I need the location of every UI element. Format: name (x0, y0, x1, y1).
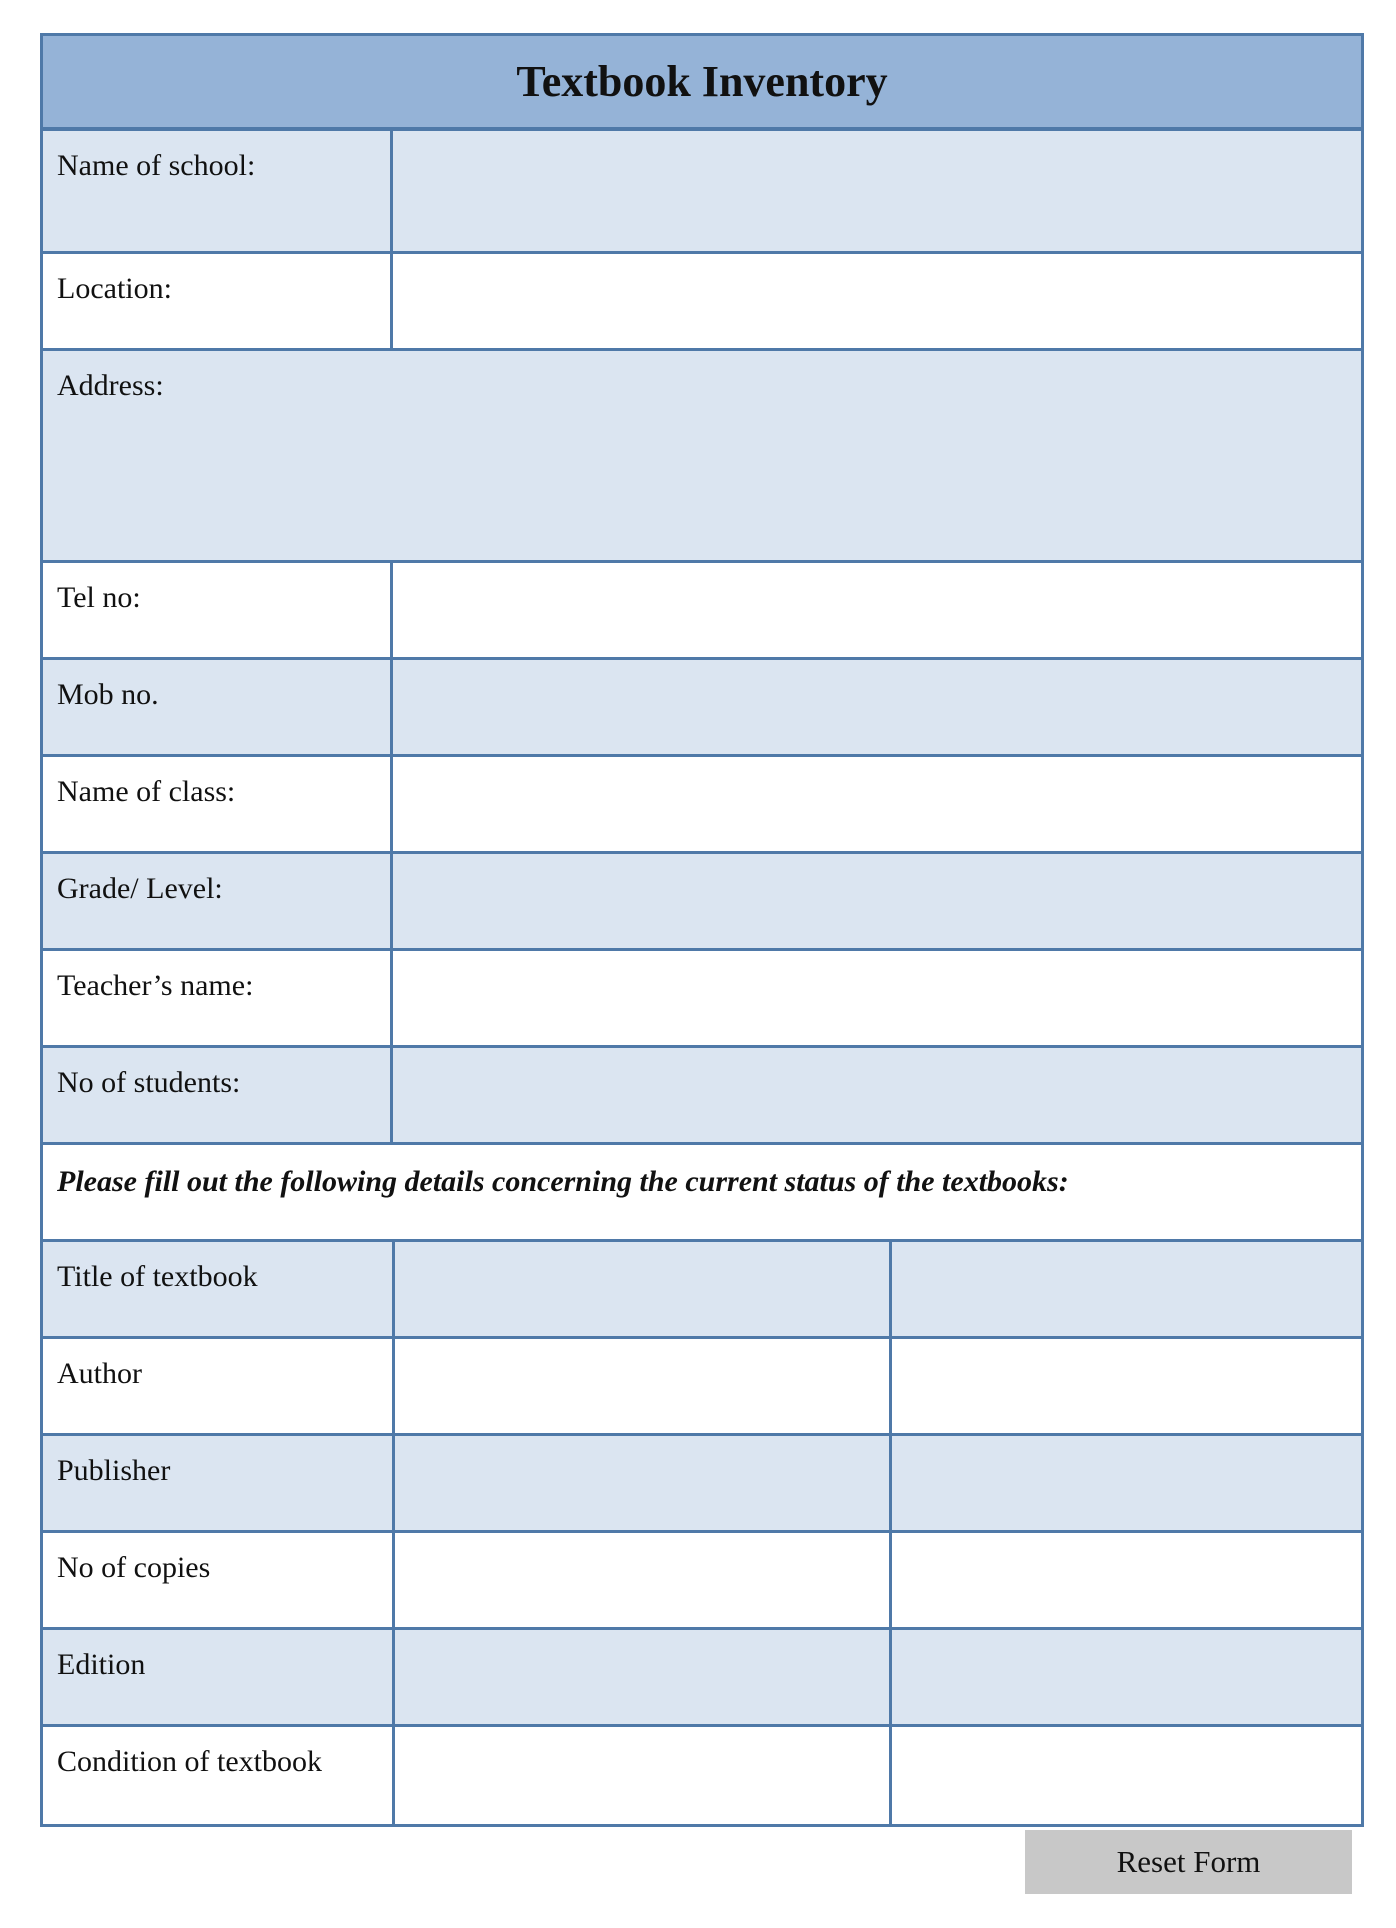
reset-form-button[interactable]: Reset Form (1025, 1830, 1352, 1894)
edition-field-1[interactable] (395, 1630, 892, 1724)
textbook-inventory-form (40, 33, 1364, 1827)
textbook-label: Title of textbook (43, 1242, 395, 1336)
publisher-field-2[interactable] (892, 1436, 1361, 1530)
field-label: Grade/ Level: (43, 854, 393, 948)
grade-level-field[interactable] (393, 854, 1361, 948)
publisher-field-1[interactable] (395, 1436, 892, 1530)
mobile-field[interactable] (393, 660, 1361, 754)
copies-field-1[interactable] (395, 1533, 892, 1627)
school-name-field[interactable] (393, 131, 1361, 251)
textbook-label: Edition (43, 1630, 395, 1724)
textbook-row-title (43, 1242, 1361, 1339)
field-label: Name of school: (43, 131, 393, 251)
textbook-label: Author (43, 1339, 395, 1433)
textbook-row-author (43, 1339, 1361, 1436)
class-name-field[interactable] (393, 757, 1361, 851)
textbook-row-edition (43, 1630, 1361, 1727)
field-row-address[interactable] (43, 351, 1361, 563)
field-row-class-name (43, 757, 1361, 854)
condition-field-1[interactable] (395, 1727, 892, 1824)
field-row-tel (43, 563, 1361, 660)
field-label: Location: (43, 254, 393, 348)
field-label: Address: (57, 369, 164, 402)
form-title: Textbook Inventory (43, 36, 1361, 131)
location-field[interactable] (393, 254, 1361, 348)
textbook-label: Publisher (43, 1436, 395, 1530)
tel-field[interactable] (393, 563, 1361, 657)
author-field-1[interactable] (395, 1339, 892, 1433)
textbook-row-publisher (43, 1436, 1361, 1533)
field-label: Name of class: (43, 757, 393, 851)
author-field-2[interactable] (892, 1339, 1361, 1433)
copies-field-2[interactable] (892, 1533, 1361, 1627)
instruction-row (43, 1145, 1361, 1242)
address-field[interactable] (43, 351, 1361, 560)
edition-field-2[interactable] (892, 1630, 1361, 1724)
textbook-label: No of copies (43, 1533, 395, 1627)
textbook-label: Condition of textbook (43, 1727, 395, 1824)
instruction-text: Please fill out the following details concerning the current status of the textbooks: (43, 1145, 1361, 1239)
textbook-title-field-1[interactable] (395, 1242, 892, 1336)
field-label: Teacher’s name: (43, 951, 393, 1045)
teacher-name-field[interactable] (393, 951, 1361, 1045)
field-row-students (43, 1048, 1361, 1145)
textbook-row-condition (43, 1727, 1361, 1824)
field-label: Mob no. (43, 660, 393, 754)
field-row-mobile (43, 660, 1361, 757)
field-label: Tel no: (43, 563, 393, 657)
field-row-location (43, 254, 1361, 351)
textbook-title-field-2[interactable] (892, 1242, 1361, 1336)
field-row-school-name (43, 131, 1361, 254)
field-row-teacher (43, 951, 1361, 1048)
textbook-row-copies (43, 1533, 1361, 1630)
field-row-grade (43, 854, 1361, 951)
student-count-field[interactable] (393, 1048, 1361, 1142)
field-label: No of students: (43, 1048, 393, 1142)
condition-field-2[interactable] (892, 1727, 1361, 1824)
